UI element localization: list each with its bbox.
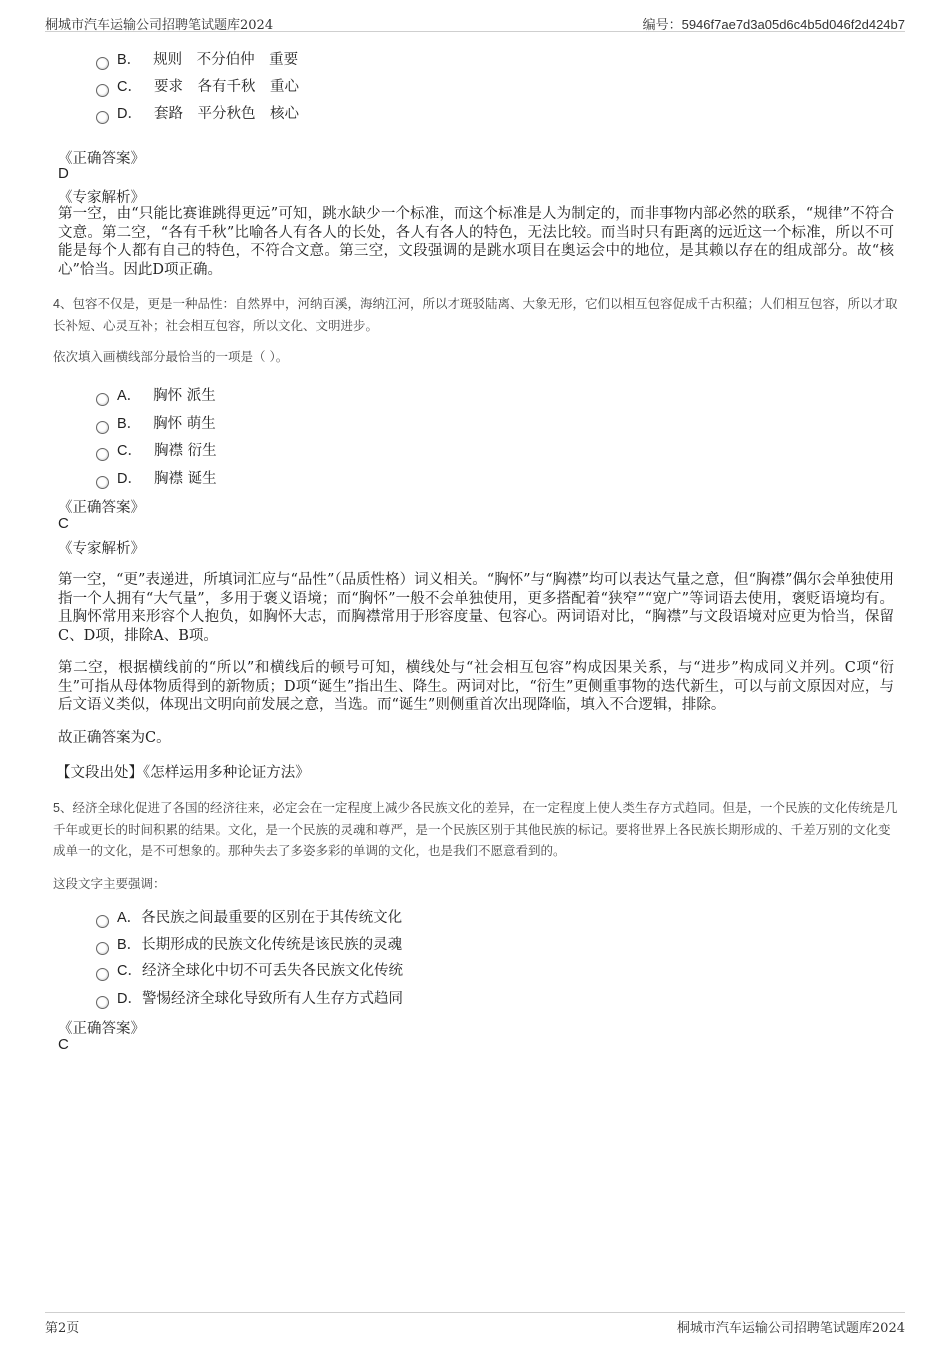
q4-analysis-p3: 故正确答案为C。 — [58, 730, 171, 746]
q4-number: 4、 — [53, 297, 73, 311]
q4-option-b[interactable] — [96, 412, 216, 434]
q3-analysis: 第一空，由“只能比赛谁跳得更远”可知，跳水缺少一个标准，而这个标准是人为制定的，而非事物内部必然的联系，“规律”不符合文意。第二空，“各有千秋”比喻各人有各人的长处，各人有各人的特色，无法比较。而当时只有距离的远近这一个标准，所以不可能是每个人都有自己的特色，不符合文意。第三空，文段强调的是跳水项目在奥运会中的地位，是其赖以存在的组成部分。故“核心”恰当。因此D项正确。 — [58, 206, 894, 278]
header-title: 桐城市汽车运输公司招聘笔试题库2024 — [45, 18, 274, 33]
option-letter: B． — [117, 416, 142, 432]
q3-option-b[interactable] — [96, 48, 298, 70]
option-letter: D． — [117, 991, 142, 1007]
radio-icon[interactable] — [96, 915, 109, 928]
option-letter: B． — [117, 937, 142, 953]
q3-option-d[interactable] — [96, 102, 299, 124]
q3-analysis-label: 《专家解析》 — [58, 190, 145, 206]
q4-analysis-label: 《专家解析》 — [58, 541, 145, 557]
option-text: 套路 平分秋色 核心 — [153, 106, 299, 122]
q5-option-a[interactable] — [96, 906, 402, 928]
q4-option-c[interactable] — [96, 439, 217, 461]
page-footer — [45, 1312, 905, 1334]
header-code — [643, 14, 905, 33]
q5-answer: C — [58, 1036, 69, 1053]
q4-source: 【文段出处】《怎样运用多种论证方法》 — [56, 765, 310, 781]
option-text: 长期形成的民族文化传统是该民族的灵魂 — [141, 937, 403, 953]
q5-option-b[interactable] — [96, 933, 402, 955]
radio-icon[interactable] — [96, 968, 109, 981]
option-text: 胸襟 衍生 — [153, 443, 217, 459]
q4-stem — [53, 293, 899, 336]
option-text: 规则 不分伯仲 重要 — [153, 52, 299, 68]
radio-icon[interactable] — [96, 942, 109, 955]
q4-analysis-p1: 第一空，“更”表递进，所填词汇应与“品性”（品质性格）词义相关。“胸怀”与“胸襟”均可以表达气量之意，但“胸襟”偶尔会单独使用指一个人拥有“大气量”，多用于褒义语境；而“胸怀”一般不会单独使用，更多搭配着“狭窄”“宽广”等词语去使用，褒贬语境均有。且胸怀常用来形容个人抱负，如胸怀大志，而胸襟常用于形容度量、包容心。两词语对比，“胸襟”与文段语境对应更为恰当，保留C、D项，排除A、B项。 — [58, 572, 894, 644]
radio-icon[interactable] — [96, 448, 109, 461]
option-text: 警惕经济全球化导致所有人生存方式趋同 — [141, 991, 403, 1007]
option-letter: C． — [117, 963, 142, 979]
option-letter: A． — [117, 910, 142, 926]
option-letter: A． — [117, 388, 142, 404]
q4-question: 依次填入画横线部分最恰当的一项是（ ）。 — [53, 349, 289, 364]
radio-icon[interactable] — [96, 421, 109, 434]
q4-answer-label: 《正确答案》 — [58, 500, 145, 516]
q3-answer-label: 《正确答案》 — [58, 151, 145, 167]
q5-text: 经济全球化促进了各国的经济往来，必定会在一定程度上减少各民族文化的差异，在一定程度上使人类生存方式趋同。但是，一个民族的文化传统是几千年或更长的时间积累的结果。文化，是一个民族的灵魂和尊严，是一个民族区别于其他民族的标记。要将世界上各民族长期形成的、千差万别的文化变成单一的文化，是不可想象的。那种失去了多姿多彩的单调的文化，也是我们不愿意看到的。 — [53, 800, 898, 858]
radio-icon[interactable] — [96, 111, 109, 124]
q5-option-c[interactable] — [96, 959, 403, 981]
q4-answer: C — [58, 515, 69, 532]
q4-option-a[interactable] — [96, 384, 216, 406]
option-text: 各民族之间最重要的区别在于其传统文化 — [141, 910, 403, 926]
option-letter: D． — [117, 106, 142, 122]
option-text: 要求 各有千秋 重心 — [153, 79, 299, 95]
option-text: 经济全球化中切不可丢失各民族文化传统 — [141, 963, 403, 979]
option-letter: B． — [117, 52, 142, 68]
q5-option-d[interactable] — [96, 987, 403, 1009]
q5-stem — [53, 797, 899, 861]
q3-answer: D — [58, 165, 69, 182]
footer-title: 桐城市汽车运输公司招聘笔试题库2024 — [676, 1321, 905, 1336]
q4-option-d[interactable] — [96, 467, 217, 489]
radio-icon[interactable] — [96, 996, 109, 1009]
footer-page-number: 第2页 — [45, 1321, 80, 1336]
q5-answer-label: 《正确答案》 — [58, 1021, 145, 1037]
radio-icon[interactable] — [96, 57, 109, 70]
radio-icon[interactable] — [96, 393, 109, 406]
header-code-label: 编号： — [642, 18, 682, 33]
option-letter: C． — [117, 79, 142, 95]
option-text: 胸襟 诞生 — [153, 471, 217, 487]
header-code-value: 5946f7ae7d3a05d6c4b5d046f2d424b7 — [681, 17, 905, 32]
option-text: 胸怀 萌生 — [153, 416, 216, 432]
q5-number: 5、 — [53, 801, 73, 815]
option-text: 胸怀 派生 — [153, 388, 216, 404]
q3-option-c[interactable] — [96, 75, 299, 97]
radio-icon[interactable] — [96, 84, 109, 97]
page-header — [45, 12, 905, 32]
q4-text: 包容不仅是，更是一种品性：自然界中，河纳百溪，海纳江河，所以才斑驳陆离、大象无形，它们以相互包容促成千古积蕴；人们相互包容，所以才取长补短、心灵互补；社会相互包容，所以文化、文明进步。 — [53, 296, 898, 333]
option-letter: D． — [117, 471, 142, 487]
option-letter: C． — [117, 443, 142, 459]
radio-icon[interactable] — [96, 476, 109, 489]
q5-question: 这段文字主要强调： — [53, 876, 166, 891]
q4-analysis-p2: 第二空，根据横线前的“所以”和横线后的顿号可知，横线处与“社会相互包容”构成因果关系，与“进步”构成同义并列。C项“衍生”可指从母体物质得到的新物质；D项“诞生”指出生、降生。两词对比，“衍生”更侧重事物的迭代新生，可以与前文原因对应，与后文语义类似，体现出文明向前发展之意，当选。而“诞生”则侧重首次出现降临，填入不合逻辑，排除。 — [58, 660, 894, 713]
